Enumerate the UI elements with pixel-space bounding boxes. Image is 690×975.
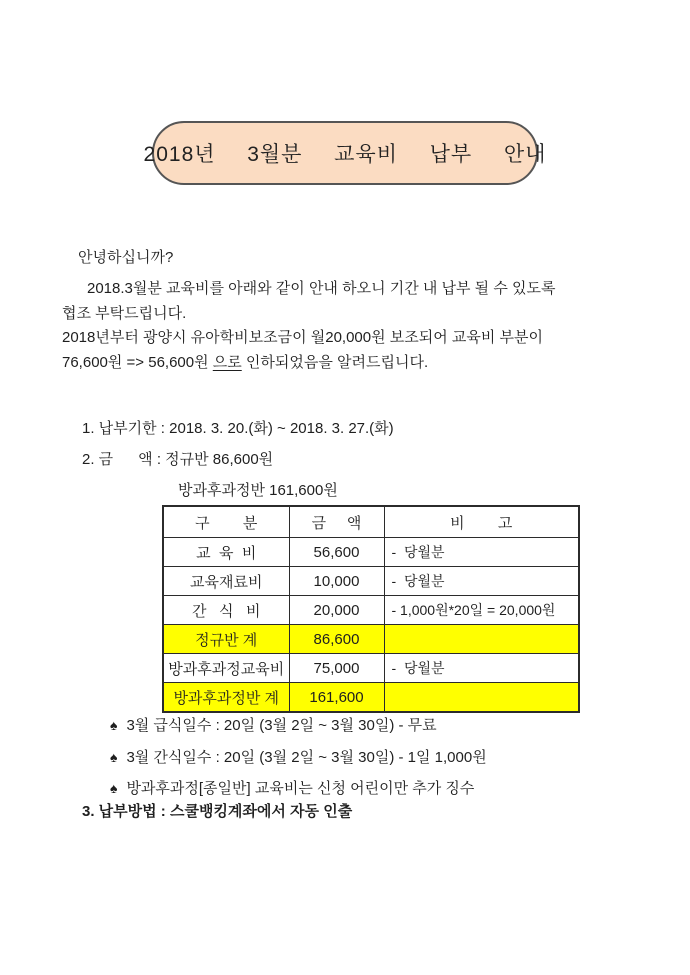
intro-line-4-before: 76,600원 => 56,600원: [62, 353, 213, 371]
cell-note: [384, 625, 579, 654]
table-row-afterschool-fee: [163, 654, 579, 683]
amount-line-1: 2. 금 액 : 정규반 86,600원: [82, 451, 274, 468]
page-title: 2018년 3월분 교육비 납부 안내: [143, 143, 547, 166]
fee-table-header-row: [163, 506, 579, 538]
cell-amount: 161,600: [289, 683, 384, 713]
payment-method-line: 3. 납부방법 : 스쿨뱅킹계좌에서 자동 인출: [82, 803, 353, 820]
cell-note: - 당월분: [384, 567, 579, 596]
table-row-education-fee: [163, 538, 579, 567]
intro-paragraph: [62, 277, 642, 375]
cell-category: 교 육 비: [163, 538, 289, 567]
spade-bullet-icon: ♠: [110, 717, 118, 733]
header-category: 구 분: [163, 506, 289, 538]
cell-category: 정규반 계: [163, 625, 289, 654]
table-row-material-fee: [163, 567, 579, 596]
intro-line-1: 2018.3월분 교육비를 아래와 같이 안내 하오니 기간 내 납부 될 수 있도록: [87, 280, 556, 297]
spade-bullet-icon: ♠: [110, 749, 118, 765]
header-amount: 금 액: [289, 506, 384, 538]
cell-category: 교육재료비: [163, 567, 289, 596]
intro-line-3: 2018년부터 광양시 유아학비보조금이 월20,000원 보조되어 교육비 부분이: [62, 329, 543, 346]
cell-note: - 당월분: [384, 654, 579, 683]
bullet-snack-days: [110, 746, 487, 767]
cell-category: 방과후과정교육비: [163, 654, 289, 683]
cell-amount: 10,000: [289, 567, 384, 596]
intro-line-4: [62, 351, 642, 376]
bullet-text: 3월 간식일수 : 20일 (3월 2일 ~ 3월 30일) - 1일 1,000원: [126, 749, 487, 766]
table-row-afterschool-total: [163, 683, 579, 713]
bullet-afterschool-note: [110, 777, 474, 798]
cell-note: - 1,000원*20일 = 20,000원: [384, 596, 579, 625]
amount-line-2: 방과후과정반 161,600원: [178, 482, 338, 499]
fee-table: [162, 505, 580, 713]
cell-category: 방과후과정반 계: [163, 683, 289, 713]
intro-line-4-underlined: 으로: [212, 353, 242, 371]
intro-line-4-after: 인하되었음을 알려드립니다.: [241, 353, 429, 371]
cell-note: - 당월분: [384, 538, 579, 567]
greeting-text: 안녕하십니까?: [78, 249, 174, 266]
cell-amount: 20,000: [289, 596, 384, 625]
intro-line-2: 협조 부탁드립니다.: [62, 304, 187, 322]
cell-amount: 75,000: [289, 654, 384, 683]
cell-note: [384, 683, 579, 713]
header-note: 비 고: [384, 506, 579, 538]
cell-amount: 86,600: [289, 625, 384, 654]
table-row-snack-fee: [163, 596, 579, 625]
cell-amount: 56,600: [289, 538, 384, 567]
title-box: [143, 121, 547, 185]
bullet-text: 방과후과정[종일반] 교육비는 신청 어린이만 추가 징수: [126, 780, 475, 797]
bullet-meal-days: [110, 714, 437, 735]
cell-category: 간 식 비: [163, 596, 289, 625]
payment-deadline-line: 1. 납부기한 : 2018. 3. 20.(화) ~ 2018. 3. 27.(화): [82, 420, 394, 437]
table-row-regular-total: [163, 625, 579, 654]
bullet-text: 3월 급식일수 : 20일 (3월 2일 ~ 3월 30일) - 무료: [126, 717, 437, 734]
spade-bullet-icon: ♠: [110, 780, 118, 796]
